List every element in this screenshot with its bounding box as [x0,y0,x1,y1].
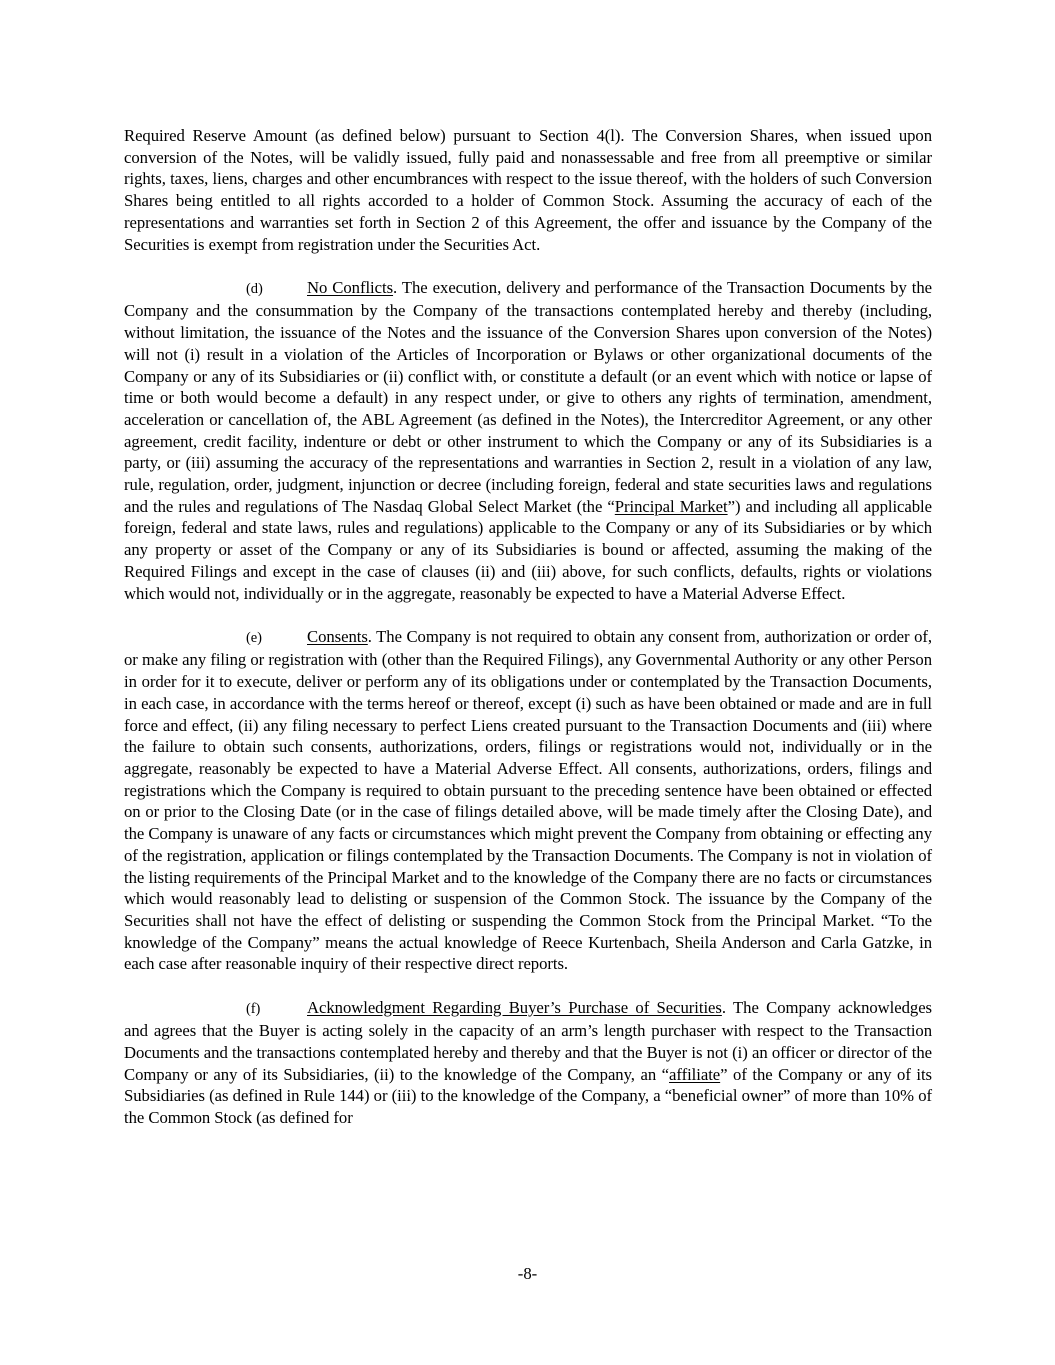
section-e-label: (e) [246,629,262,646]
section-f-paragraph [124,997,932,1129]
section-d-text-1: . The execution, delivery and performance of the Transaction Documents by the Company and the consummation by the Company of the transactions contemplated hereby and thereby (including, without limitation, the issuance of the Notes and the issuance of the Conversion Shares upon conversion of the Notes) will not (i) result in a violation of the Articles of Incorporation or Bylaws or other organizational documents of the Company or any of its Subsidiaries or (ii) conflict with, or constitute a default (or an event which with notice or lapse of time or both would become a default) in any respect under, or give to others any rights of termination, amendment, acceleration or cancellation of, the ABL Agreement (as defined in the Notes), the Intercreditor Agreement, or any other agreement, credit facility, indenture or debt or other instrument to which the Company or any of its Subsidiaries is a party, or (iii) assuming the accuracy of the representations and warranties in Section 2, result in a violation of any law, rule, regulation, order, judgment, injunction or decree (including foreign, federal and state securities laws and regulations and the rules and regulations of The Nasdaq Global Select Market (the “ [124,277,932,516]
section-f-text-1: . The Company acknowledges and agrees that the Buyer is acting solely in the capacity of an arm’s length purchaser with respect to the Transaction Documents and the transactions contemplated hereby and thereby and that the Buyer is not (i) an officer or director of the Company or any of its Subsidiaries, (ii) to the knowledge of the Company, an “ [124,997,932,1084]
page-number: -8- [517,1264,538,1283]
section-d-label: (d) [246,280,263,297]
section-d-heading: No Conflicts [307,277,394,297]
section-f-text-2: ” of the Company or any of its Subsidiaries (as defined in Rule 144) or (iii) to the knowledge of the Company, a “beneficial owner” of more than 10% of the Common Stock (as defined for [124,1064,933,1128]
section-f-heading: Acknowledgment Regarding Buyer’s Purchase of Securities [307,997,722,1017]
section-d-defined-term: Principal Market [614,496,728,516]
section-e-paragraph [124,626,932,975]
section-e-text-1: . The Company is not required to obtain any consent from, authorization or order of, or make any filing or registration with (other than the Required Filings), any Governmental Authority or any other Person in order for it to execute, deliver or perform any of its obligations under or contemplated by the Transaction Documents, in each case, in accordance with the terms hereof or thereof, except (i) such as have been obtained or made and are in full force and effect, (ii) any filing necessary to perfect Liens created pursuant to the Transaction Documents and (iii) where the failure to obtain such consents, authorizations, orders, filings or registrations would not, individually or in the aggregate, reasonably be expected to have a Material Adverse Effect. All consents, authorizations, orders, filings and registrations which the Company is required to obtain pursuant to the preceding sentence have been obtained or effected on or prior to the Closing Date (or in the case of filings detailed above, will be made timely after the Closing Date), and the Company is unaware of any facts or circumstances which might prevent the Company from obtaining or effecting any of the registration, application or filings contemplated by the Transaction Documents. The Company is not in violation of the listing requirements of the Principal Market and to the knowledge of the Company there are no facts or circumstances which would reasonably lead to delisting or suspension of the Common Stock. The issuance by the Company of the Securities shall not have the effect of delisting or suspending the Common Stock from the Principal Market. “To the knowledge of the Company” means the actual knowledge of Reece Kurtenbach, Sheila Anderson and Carla Gatzke, in each case after reasonable inquiry of their respective direct reports. [124,626,932,974]
section-f-defined-term: affiliate [669,1064,721,1084]
section-d-text-2: ”) and including all applicable foreign, federal and state laws, rules and regulations) applicable to the Company or any of its Subsidiaries or by which any property or asset of the Company or any of its Subsidiaries is bound or affected, assuming the making of the Required Filings and except in the case of clauses (ii) and (iii) above, for such conflicts, defaults, rights or violations which would not, individually or in the aggregate, reasonably be expected to have a Material Adverse Effect. [124,496,933,603]
section-d-paragraph [124,277,932,605]
section-e-heading: Consents [307,626,368,646]
section-f-label: (f) [246,1000,261,1017]
continuation-paragraph: Required Reserve Amount (as defined below) pursuant to Section 4(l). The Conversion Shares, when issued upon conversion of the Notes, will be validly issued, fully paid and nonassessable and free from all preemptive or similar rights, taxes, liens, charges and other encumbrances with respect to the issue thereof, with the holders of such Conversion Shares being entitled to all rights accorded to a holder of Common Stock. Assuming the accuracy of each of the representations and warranties set forth in Section 2 of this Agreement, the offer and issuance by the Company of the Securities is exempt from registration under the Securities Act. [124,126,932,254]
document-page [124,125,932,1129]
